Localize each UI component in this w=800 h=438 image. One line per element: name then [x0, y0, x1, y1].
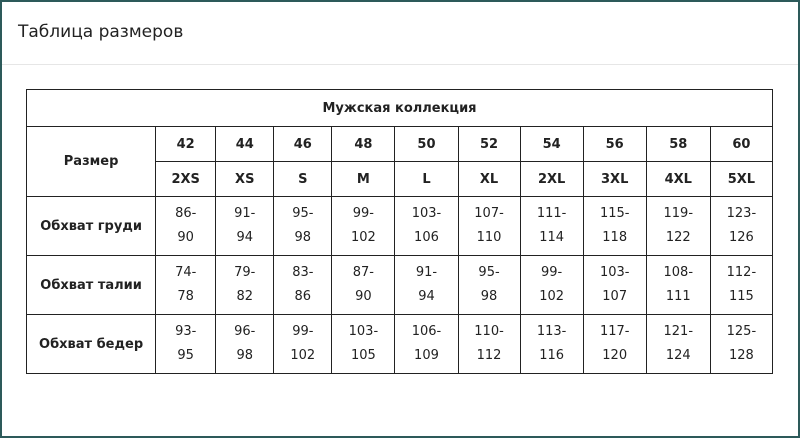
range-end: 124 [665, 348, 691, 363]
range-end: 118 [602, 230, 628, 245]
measurement-cell [646, 256, 710, 315]
range-start: 87- [352, 265, 374, 280]
caption-row [27, 90, 773, 127]
range-end: 98 [294, 230, 312, 245]
size-table-body [27, 90, 773, 374]
range-end: 95 [177, 348, 194, 363]
measurement-cell [710, 197, 772, 256]
measurement-cell [646, 315, 710, 374]
range-end: 98 [480, 289, 498, 304]
range-end: 98 [236, 348, 254, 363]
size-letter-cell: 2XL [520, 162, 583, 197]
size-number-cell: 42 [156, 127, 216, 162]
size-letter-cell: 5XL [710, 162, 772, 197]
range-start: 95- [292, 206, 314, 221]
range-start: 103- [411, 206, 442, 221]
range-start: 119- [663, 206, 694, 221]
measurement-cell [332, 256, 395, 315]
measurement-cell [332, 197, 395, 256]
range-end: 105 [350, 348, 376, 363]
measurement-cell [583, 197, 646, 256]
measurement-cell [274, 256, 332, 315]
size-letter-cell: 2XS [156, 162, 216, 197]
measurement-cell [710, 256, 772, 315]
range-start: 96- [234, 324, 256, 339]
range-start: 99- [292, 324, 314, 339]
panel-header [2, 2, 798, 65]
size-number-row [27, 127, 773, 162]
range-end: 110 [476, 230, 502, 245]
measurement-cell [395, 256, 458, 315]
range-end: 102 [539, 289, 565, 304]
measurement-cell [156, 315, 216, 374]
range-end: 102 [350, 230, 376, 245]
range-start: 99- [541, 265, 563, 280]
range-start: 91- [415, 265, 438, 280]
range-start: 121- [663, 324, 694, 339]
measurement-label: Обхват талии [27, 256, 156, 315]
range-start: 108- [663, 265, 694, 280]
range-start: 74- [175, 265, 197, 280]
range-end: 102 [290, 348, 316, 363]
measurement-cell [216, 197, 274, 256]
range-end: 78 [177, 289, 194, 304]
range-end: 106 [414, 230, 439, 245]
size-number-cell: 46 [274, 127, 332, 162]
measurement-cell [583, 315, 646, 374]
measurement-cell [583, 256, 646, 315]
size-number-cell: 58 [646, 127, 710, 162]
range-end: 120 [602, 348, 628, 363]
range-start: 110- [474, 324, 504, 339]
size-number-cell: 54 [520, 127, 583, 162]
table-caption: Мужская коллекция [27, 90, 773, 127]
range-start: 115- [599, 206, 630, 221]
size-table [26, 89, 773, 374]
measurement-label: Обхват груди [27, 197, 156, 256]
range-start: 103- [599, 265, 630, 280]
measurement-cell [458, 256, 520, 315]
measurement-cell [156, 197, 216, 256]
measurement-cell [156, 256, 216, 315]
range-start: 91- [234, 206, 256, 221]
range-end: 128 [728, 348, 754, 363]
measurement-cell [646, 197, 710, 256]
range-end: 107 [602, 289, 628, 304]
range-end: 82 [236, 289, 254, 304]
measurement-row [27, 315, 773, 374]
size-number-cell: 48 [332, 127, 395, 162]
size-letter-cell: XS [216, 162, 274, 197]
range-start: 113- [536, 324, 567, 339]
range-start: 112- [726, 265, 757, 280]
measurement-cell [332, 315, 395, 374]
range-end: 90 [355, 289, 372, 304]
range-start: 106- [411, 324, 442, 339]
range-start: 99- [352, 206, 374, 221]
measurement-cell [458, 197, 520, 256]
size-letter-cell: 3XL [583, 162, 646, 197]
measurement-cell [274, 197, 332, 256]
measurement-cell [216, 256, 274, 315]
range-start: 93- [175, 324, 197, 339]
measurement-cell [520, 315, 583, 374]
range-end: 126 [728, 230, 754, 245]
range-end: 94 [418, 289, 435, 304]
measurement-cell [520, 197, 583, 256]
measurement-cell [710, 315, 772, 374]
range-end: 122 [665, 230, 691, 245]
measurement-cell [458, 315, 520, 374]
range-end: 115 [728, 289, 754, 304]
range-end: 114 [539, 230, 565, 245]
size-letter-cell: XL [458, 162, 520, 197]
size-number-cell: 56 [583, 127, 646, 162]
measurement-cell [395, 197, 458, 256]
range-end: 111 [665, 289, 691, 304]
size-number-cell: 52 [458, 127, 520, 162]
size-table-wrapper [26, 89, 773, 374]
range-start: 79- [234, 265, 256, 280]
size-letter-cell: 4XL [646, 162, 710, 197]
size-number-cell: 44 [216, 127, 274, 162]
measurement-cell [216, 315, 274, 374]
range-start: 103- [348, 324, 379, 339]
range-start: 86- [175, 206, 197, 221]
range-start: 83- [292, 265, 314, 280]
size-letter-cell: L [395, 162, 458, 197]
size-number-cell: 60 [710, 127, 772, 162]
range-start: 117- [599, 324, 630, 339]
range-start: 125- [726, 324, 757, 339]
range-start: 107- [474, 206, 504, 221]
size-letter-cell: M [332, 162, 395, 197]
measurement-label: Обхват бедер [27, 315, 156, 374]
range-end: 94 [236, 230, 254, 245]
page-title: Таблица размеров [18, 22, 184, 42]
size-row-label: Размер [27, 127, 156, 197]
measurement-cell [395, 315, 458, 374]
range-end: 112 [476, 348, 502, 363]
measurement-row [27, 256, 773, 315]
range-start: 123- [726, 206, 757, 221]
measurement-row [27, 197, 773, 256]
range-end: 109 [414, 348, 439, 363]
range-end: 116 [539, 348, 565, 363]
size-letter-cell: S [274, 162, 332, 197]
measurement-cell [274, 315, 332, 374]
range-end: 90 [177, 230, 194, 245]
range-start: 111- [536, 206, 567, 221]
range-end: 86 [294, 289, 312, 304]
measurement-cell [520, 256, 583, 315]
range-start: 95- [478, 265, 500, 280]
size-number-cell: 50 [395, 127, 458, 162]
